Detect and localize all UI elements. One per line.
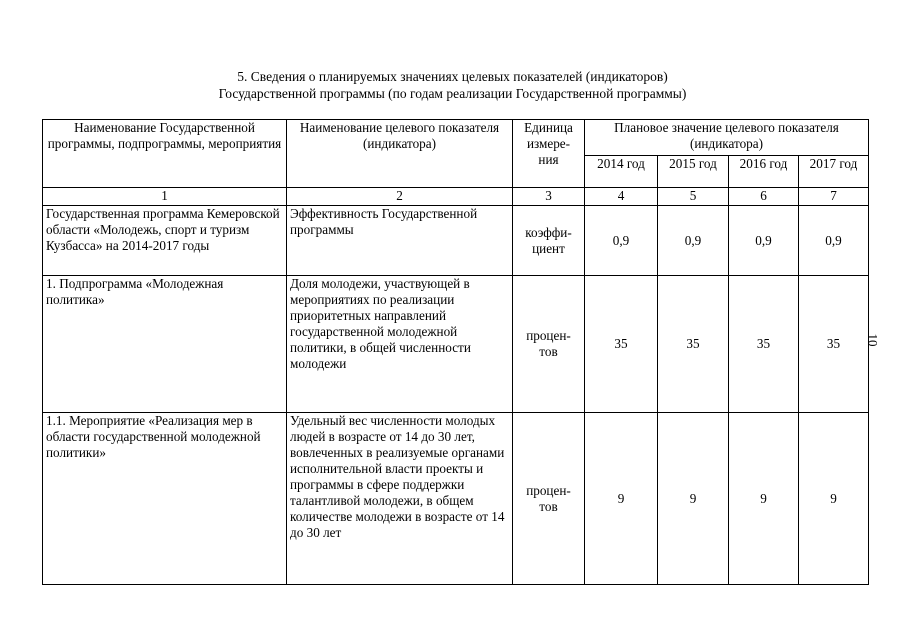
column-number: 2	[287, 188, 513, 206]
row-value-2014: 35	[585, 276, 658, 413]
row-value-2015: 0,9	[658, 206, 729, 276]
row-unit: коэффи- циент	[513, 206, 585, 276]
row-value-2017: 9	[799, 413, 869, 585]
row-unit: процен- тов	[513, 276, 585, 413]
page-number: 10	[865, 333, 881, 347]
row-indicator: Доля молодежи, участвующей в мероприятиях по реализации приоритетных направлений государственной молодежной политики, в общей численности молодежи	[287, 276, 513, 413]
column-number: 6	[729, 188, 799, 206]
row-indicator: Эффективность Государственной программы	[287, 206, 513, 276]
column-number: 4	[585, 188, 658, 206]
column-number: 3	[513, 188, 585, 206]
header-planned-value: Плановое значение целевого показателя (индикатора)	[585, 120, 869, 156]
row-value-2014: 0,9	[585, 206, 658, 276]
row-value-2017: 35	[799, 276, 869, 413]
row-value-2015: 35	[658, 276, 729, 413]
row-unit: процен- тов	[513, 413, 585, 585]
row-value-2015: 9	[658, 413, 729, 585]
column-number: 1	[43, 188, 287, 206]
row-program-name: 1.1. Мероприятие «Реализация мер в области государственной молодежной политики»	[43, 413, 287, 585]
table-row	[43, 413, 869, 585]
column-number: 5	[658, 188, 729, 206]
row-value-2016: 9	[729, 413, 799, 585]
row-value-2016: 35	[729, 276, 799, 413]
indicators-table	[42, 119, 869, 585]
header-program-name: Наименование Государственной программы, подпрограммы, мероприятия	[43, 120, 287, 188]
table-row	[43, 276, 869, 413]
document-heading	[0, 68, 905, 102]
row-value-2017: 0,9	[799, 206, 869, 276]
header-year-2016: 2016 год	[729, 156, 799, 188]
heading-line-1: 5. Сведения о планируемых значениях целевых показателей (индикаторов)	[237, 69, 668, 84]
header-year-2015: 2015 год	[658, 156, 729, 188]
row-indicator: Удельный вес численности молодых людей в возрасте от 14 до 30 лет, вовлеченных в реализуемые органами исполнительной власти проекты и программы в сфере поддержки талантливой молодежи, в общем количестве молодежи в возрасте от 14 до 30 лет	[287, 413, 513, 585]
table-row	[43, 206, 869, 276]
header-row-top	[43, 120, 869, 156]
row-program-name: 1. Подпрограмма «Молодежная политика»	[43, 276, 287, 413]
header-unit: Единица измере- ния	[513, 120, 585, 188]
row-program-name: Государственная программа Кемеровской области «Молодежь, спорт и туризм Кузбасса» на 2014-2017 годы	[43, 206, 287, 276]
row-value-2014: 9	[585, 413, 658, 585]
header-year-2014: 2014 год	[585, 156, 658, 188]
column-number-row	[43, 188, 869, 206]
header-year-2017: 2017 год	[799, 156, 869, 188]
header-indicator-name: Наименование целевого показателя (индикатора)	[287, 120, 513, 188]
heading-line-2: Государственной программы (по годам реализации Государственной программы)	[218, 86, 687, 101]
row-value-2016: 0,9	[729, 206, 799, 276]
column-number: 7	[799, 188, 869, 206]
